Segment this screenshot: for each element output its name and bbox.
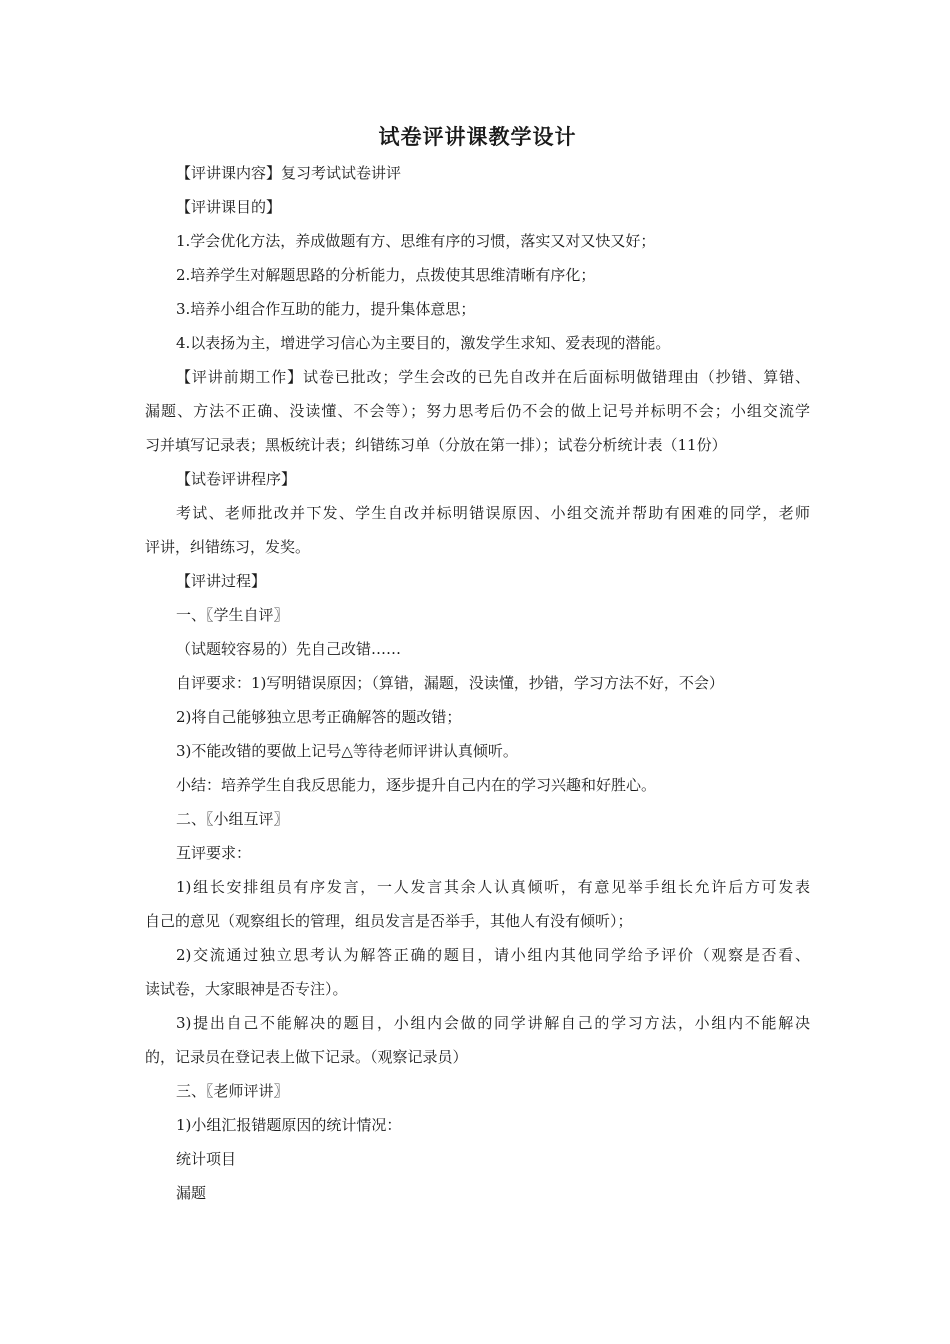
paragraph-line: 互评要求：: [176, 844, 252, 862]
paragraph-line: 2)交流通过独立思考认为解答正确的题目，请小组内其他同学给予评价（观察是否看、: [176, 946, 810, 964]
document-title: 试卷评讲课教学设计: [378, 124, 577, 149]
paragraph-line: 自己的意见（观察组长的管理，组员发言是否举手，其他人有没有倾听）；: [145, 912, 633, 930]
paragraph-line: 【评讲课内容】复习考试试卷讲评: [176, 164, 402, 182]
paragraph-line: 3)不能改错的要做上记号△等待老师评讲认真倾听。: [176, 742, 518, 760]
paragraph-line: 习并填写记录表；黑板统计表；纠错练习单（分放在第一排）；试卷分析统计表（11份）: [145, 436, 727, 454]
paragraph-line: 三、〖老师评讲〗: [176, 1082, 289, 1100]
paragraph-line: 【试卷评讲程序】: [176, 470, 297, 488]
paragraph-line: 漏题: [176, 1184, 207, 1202]
paragraph-line: 1.学会优化方法，养成做题有方、思维有序的习惯，落实又对又快又好；: [176, 232, 656, 250]
document-body: [145, 156, 810, 1210]
paragraph-line: 1)小组汇报错题原因的统计情况：: [176, 1116, 402, 1134]
paragraph-line: 小结：培养学生自我反思能力，逐步提升自己内在的学习兴趣和好胜心。: [176, 776, 657, 794]
paragraph-line: 的，记录员在登记表上做下记录。（观察记录员）: [145, 1048, 468, 1066]
paragraph-line: 2)将自己能够独立思考正确解答的题改错；: [176, 708, 462, 726]
paragraph-line: （试题较容易的）先自己改错……: [176, 640, 402, 658]
paragraph-line: 3.培养小组合作互助的能力，提升集体意思；: [176, 300, 476, 318]
paragraph-line: 一、〖学生自评〗: [176, 606, 289, 624]
paragraph-line: 4.以表扬为主，增进学习信心为主要目的，激发学生求知、爱表现的潜能。: [176, 334, 671, 352]
paragraph-line: 考试、老师批改并下发、学生自改并标明错误原因、小组交流并帮助有困难的同学，老师: [176, 504, 810, 522]
document-page: [145, 120, 810, 1210]
paragraph-line: 统计项目: [176, 1150, 237, 1168]
paragraph-line: 二、〖小组互评〗: [176, 810, 289, 828]
paragraph-line: 自评要求：1)写明错误原因；（算错，漏题，没读懂，抄错，学习方法不好，不会）: [176, 674, 724, 692]
paragraph-line: 读试卷，大家眼神是否专注）。: [145, 980, 348, 998]
paragraph-line: 2.培养学生对解题思路的分析能力，点拨使其思维清晰有序化；: [176, 266, 596, 284]
paragraph-line: 【评讲过程】: [176, 572, 267, 590]
paragraph-line: 3)提出自己不能解决的题目，小组内会做的同学讲解自己的学习方法，小组内不能解决: [176, 1014, 810, 1032]
paragraph-line: 评讲，纠错练习，发奖。: [145, 538, 311, 556]
paragraph-line: 【评讲前期工作】试卷已批改；学生会改的已先自改并在后面标明做错理由（抄错、算错、: [176, 368, 810, 386]
paragraph-line: 【评讲课目的】: [176, 198, 282, 216]
paragraph-line: 漏题、方法不正确、没读懂、不会等）；努力思考后仍不会的做上记号并标明不会；小组交流学: [145, 402, 810, 420]
paragraph-line: 1)组长安排组员有序发言，一人发言其余人认真倾听，有意见举手组长允许后方可发表: [176, 878, 810, 896]
